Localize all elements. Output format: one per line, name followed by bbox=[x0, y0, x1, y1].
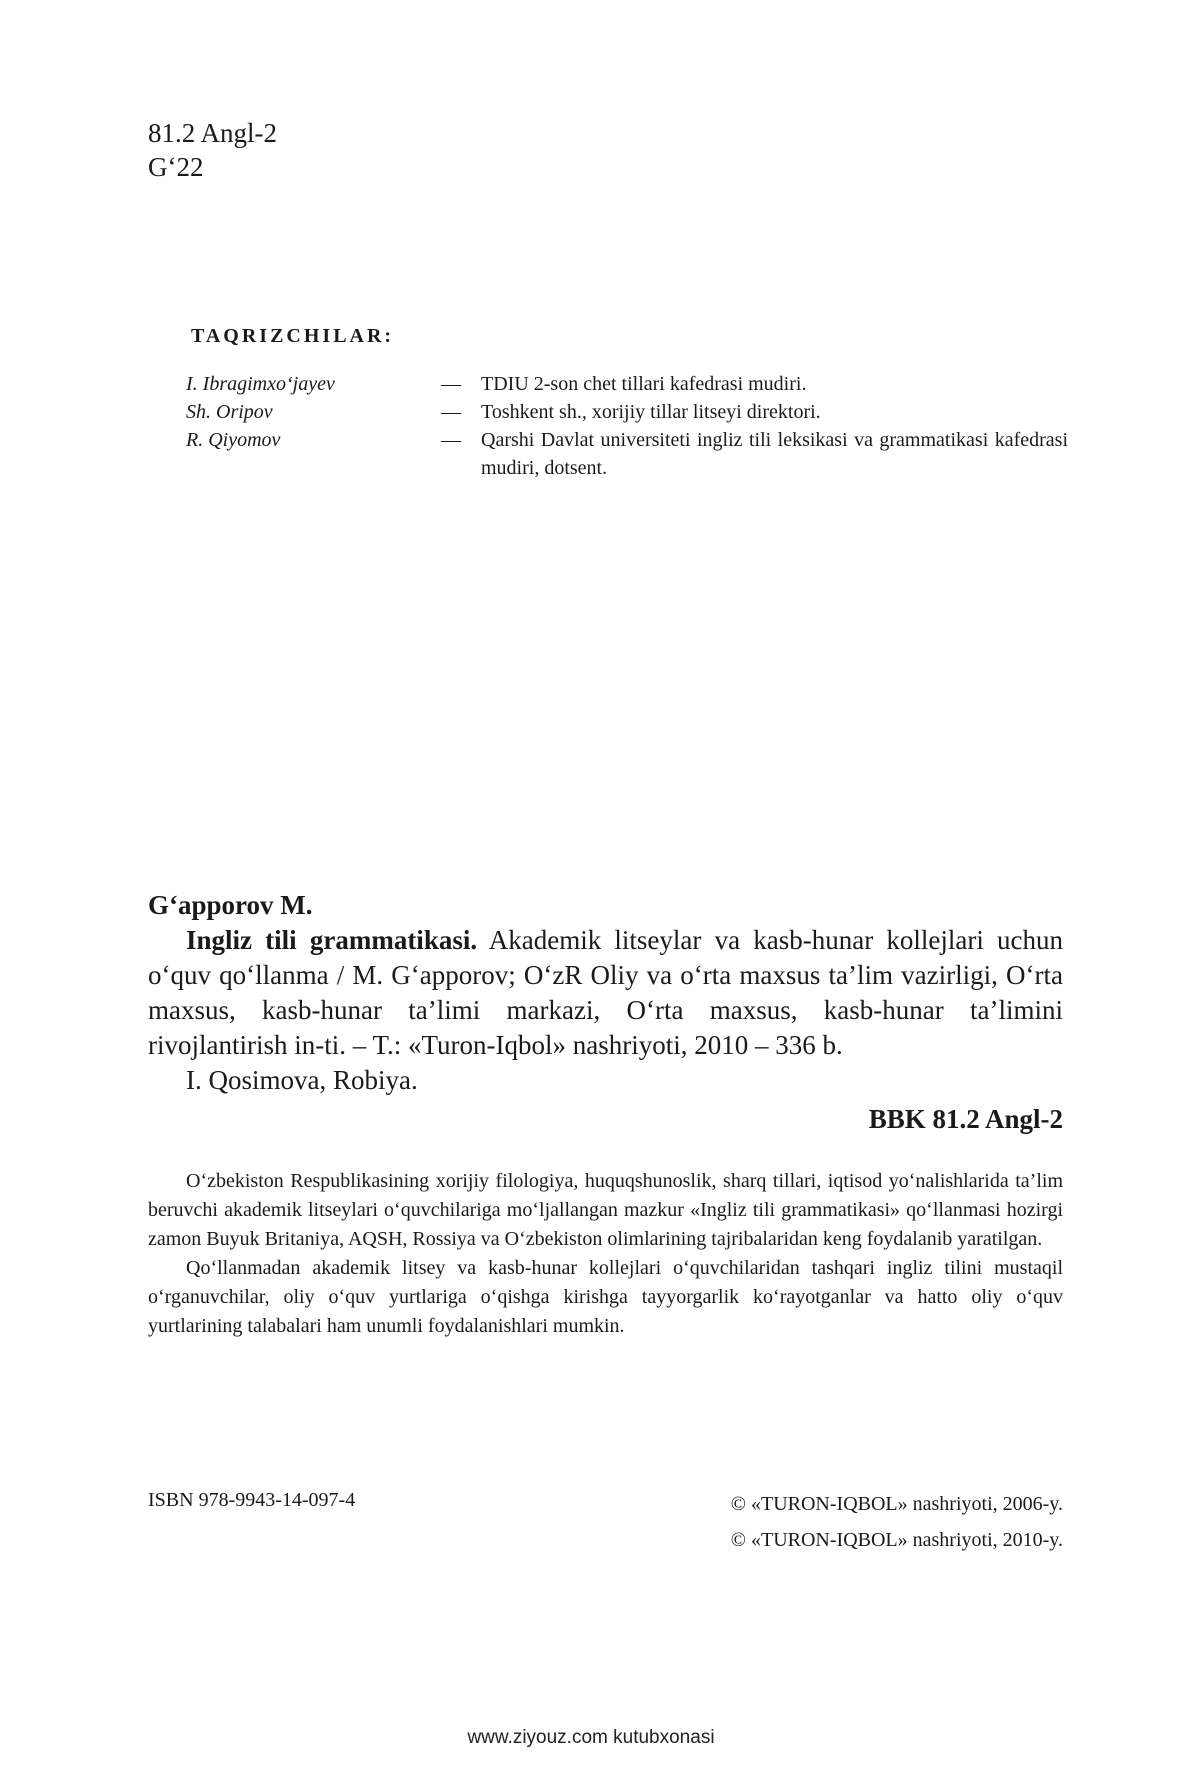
reviewer-position: Qarshi Davlat universiteti ingliz tili leksikasi va grammatikasi kafedrasi mudiri, dotsent. bbox=[481, 429, 1068, 479]
isbn: ISBN 978-9943-14-097-4 bbox=[148, 1489, 356, 1511]
reviewer-position: TDIU 2-son chet tillari kafedrasi mudiri. bbox=[481, 373, 807, 395]
copyright-line: © «TURON-IQBOL» nashriyoti, 2010-y. bbox=[730, 1529, 1063, 1551]
annotation bbox=[148, 1167, 1063, 1341]
reviewers-list bbox=[186, 370, 1068, 482]
editor-line: I. Qosimova, Robiya. bbox=[186, 1065, 418, 1095]
copyright-line: © «TURON-IQBOL» nashriyoti, 2006-y. bbox=[730, 1493, 1063, 1515]
reviewer-name: Sh. Oripov bbox=[186, 401, 273, 423]
bibliographic-record bbox=[148, 888, 1063, 1137]
author-mark: G‘22 bbox=[148, 152, 204, 182]
annotation-paragraph: O‘zbekiston Respublikasining xorijiy filologiya, huquqshunoslik, sharq tillari, iqtisod yo‘nalishlarida ta’lim beruvchi akademik litseylari o‘quvchilariga mo‘ljallangan mazkur «Ingliz tili grammatikasi» qo‘llanmasi hozirgi zamon Buyuk Britaniya, AQSH, Rossiya va O‘zbekiston olimlarining tajribalaridan keng foydalanib yaratilgan. bbox=[148, 1170, 1063, 1250]
reviewer-row bbox=[186, 370, 1068, 398]
reviewer-dash: — bbox=[441, 373, 461, 395]
footer-watermark: www.ziyouz.com kutubxonasi bbox=[467, 1727, 715, 1748]
reviewer-row bbox=[186, 398, 1068, 426]
book-title: Ingliz tili grammatikasi. bbox=[186, 925, 478, 955]
annotation-paragraph: Qo‘llanmadan akademik litsey va kasb-hunar kollejlari o‘quvchilaridan tashqari ingliz tilini mustaqil o‘rganuvchilar, oliy o‘quv yurtlariga o‘qishga kirishga tayyorgarlik ko‘rayotganlar va hatto oliy o‘quv yurtlarining talabalari ham unumli foydalanishlari mumkin. bbox=[148, 1257, 1063, 1337]
bbk-code: BBK 81.2 Angl-2 bbox=[868, 1104, 1063, 1134]
reviewer-dash: — bbox=[441, 401, 461, 423]
reviewer-position: Toshkent sh., xorijiy tillar litseyi direktori. bbox=[481, 401, 821, 423]
reviewer-name: R. Qiyomov bbox=[186, 429, 281, 451]
author-heading: G‘apporov M. bbox=[148, 890, 313, 920]
reviewer-row bbox=[186, 426, 1068, 482]
reviewers-heading: TAQRIZCHILAR: bbox=[191, 325, 395, 347]
reviewer-name: I. Ibragimxo‘jayev bbox=[186, 373, 335, 395]
udc-code: 81.2 Angl-2 bbox=[148, 118, 278, 148]
catalog-entry bbox=[148, 923, 1063, 1063]
classification-codes bbox=[148, 116, 277, 184]
copyright-block bbox=[731, 1486, 1063, 1558]
book-description: Akademik litseylar va kasb-hunar kollejlari uchun o‘quv qo‘llanma / M. G‘apporov; O‘zR Oliy va o‘rta maxsus ta’lim vazirligi, O‘rta maxsus, kasb-hunar ta’limi markazi, O‘rta maxsus, kasb-hunar ta’limini rivojlantirish in-ti. – T.: «Turon-Iqbol» nashriyoti, 2010 – 336 b. bbox=[148, 925, 1063, 1060]
reviewer-dash: — bbox=[441, 429, 461, 451]
